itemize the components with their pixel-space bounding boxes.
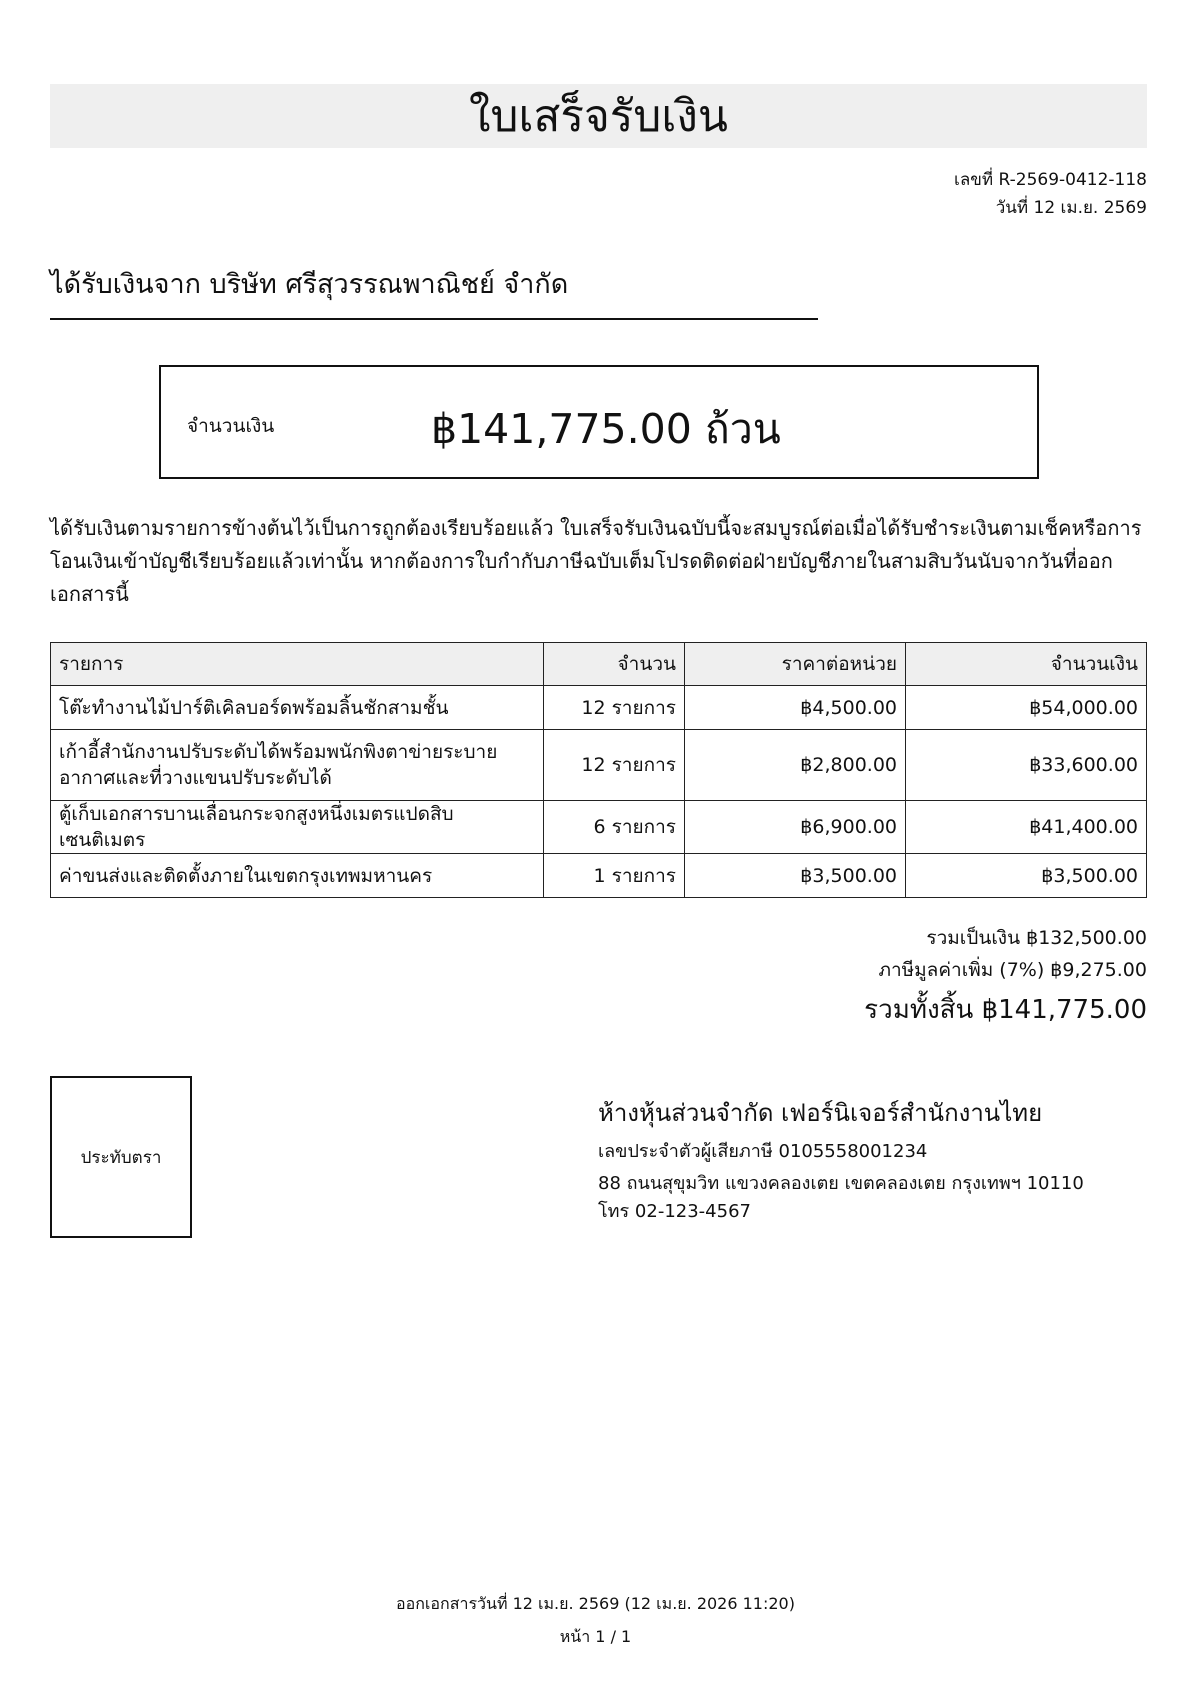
footer [0,1587,1191,1653]
issuer-name: ห้างหุ้นส่วนจำกัด เฟอร์นิเจอร์สำนักงานไทย [598,1099,1043,1127]
vat: ภาษีมูลค่าเพิ่ม (7%) ฿9,275.00 [878,959,1147,981]
amount-label: จำนวนเงิน [187,415,275,437]
title-bar [50,84,1147,148]
cell-unit-price: ฿6,900.00 [685,801,906,854]
table-row [51,854,1147,898]
receipt-statement: ได้รับเงินตามรายการข้างต้นไว้เป็นการถูกต้องเรียบร้อยแล้ว ใบเสร็จรับเงินฉบับนี้จะสมบูรณ์ต่อเมื่อได้รับชำระเงินตามเช็คหรือการโอนเงินเข้าบัญชีเรียบร้อยแล้วเท่านั้น หากต้องการใบกำกับภาษีฉบับเต็มโปรดติดต่อฝ่ายบัญชีภายในสามสิบวันนับจากวันที่ออกเอกสารนี้ [50,516,1142,606]
subtotal: รวมเป็นเงิน ฿132,500.00 [926,927,1147,949]
cell-quantity: 12 รายการ [544,686,685,730]
issuer-address: 88 ถนนสุขุมวิท แขวงคลองเตย เขตคลองเตย กรุงเทพฯ 10110 [598,1173,1084,1194]
cell-quantity: 6 รายการ [544,801,685,854]
cell-unit-price: ฿3,500.00 [685,854,906,898]
amount-value: ฿141,775.00 ถ้วน [431,405,781,453]
document-title: ใบเสร็จรับเงิน [469,91,728,142]
cell-amount: ฿33,600.00 [906,730,1147,801]
document-date: วันที่ 12 เม.ย. 2569 [995,198,1147,218]
table-row [51,730,1147,801]
header-description: รายการ [51,643,544,686]
document-meta [954,166,1147,222]
cell-amount: ฿54,000.00 [906,686,1147,730]
header-quantity: จำนวน [544,643,685,686]
table-row [51,801,1147,854]
cell-amount: ฿41,400.00 [906,801,1147,854]
table-row [51,686,1147,730]
issuer-tax-id: เลขประจำตัวผู้เสียภาษี 0105558001234 [598,1141,928,1162]
cell-description: โต๊ะทำงานไม้ปาร์ติเคิลบอร์ดพร้อมลิ้นชักสามชั้น [51,686,544,730]
cell-quantity: 1 รายการ [544,854,685,898]
table-header-row [51,643,1147,686]
cell-quantity: 12 รายการ [544,730,685,801]
header-amount: จำนวนเงิน [906,643,1147,686]
page-number: หน้า 1 / 1 [559,1627,632,1646]
received-from: ได้รับเงินจาก บริษัท ศรีสุวรรณพาณิชย์ จำกัด [50,262,818,320]
footer-issued: ออกเอกสารวันที่ 12 เม.ย. 2569 (12 เม.ย. 2026 11:20) [396,1594,795,1613]
cell-description: ค่าขนส่งและติดตั้งภายในเขตกรุงเทพมหานคร [51,854,544,898]
amount-box [159,365,1039,479]
header-unit-price: ราคาต่อหน่วย [685,643,906,686]
totals [864,922,1147,1032]
cell-amount: ฿3,500.00 [906,854,1147,898]
issuer-block [598,1096,1084,1226]
items-table [50,642,1147,898]
document-number: เลขที่ R-2569-0412-118 [954,170,1147,190]
cell-unit-price: ฿2,800.00 [685,730,906,801]
issuer-phone: โทร 02-123-4567 [598,1201,751,1222]
cell-description: ตู้เก็บเอกสารบานเลื่อนกระจกสูงหนึ่งเมตรแปดสิบเซนติเมตร [51,801,544,854]
cell-description: เก้าอี้สำนักงานปรับระดับได้พร้อมพนักพิงตาข่ายระบายอากาศและที่วางแขนปรับระดับได้ [51,730,544,801]
stamp-box [50,1076,192,1238]
stamp-label: ประทับตรา [80,1147,162,1168]
cell-unit-price: ฿4,500.00 [685,686,906,730]
grand-total: รวมทั้งสิ้น ฿141,775.00 [864,995,1147,1025]
